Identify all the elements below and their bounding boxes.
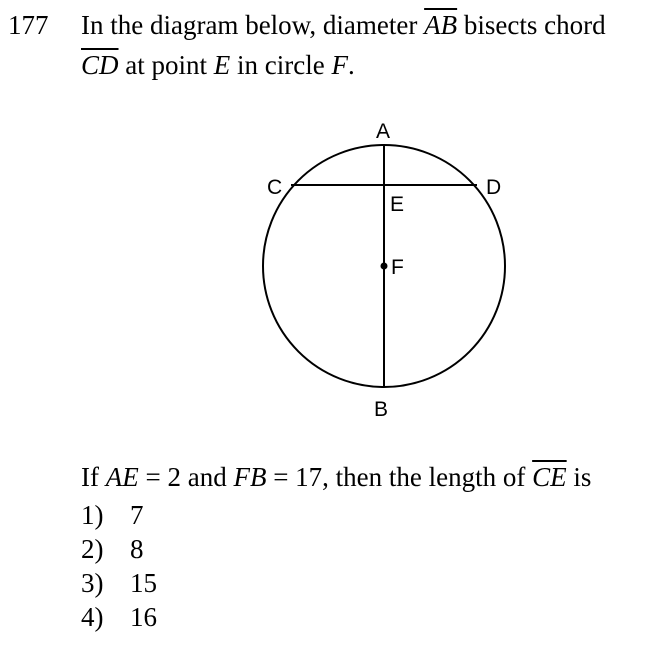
choice-3[interactable] bbox=[81, 566, 157, 600]
stem-text-5: . bbox=[347, 50, 355, 80]
condition-text-3: = 17, then the length of bbox=[266, 462, 533, 492]
choice-value: 16 bbox=[130, 602, 157, 632]
question-stem-line1 bbox=[81, 10, 606, 41]
condition-text-4: is bbox=[566, 462, 592, 492]
choice-value: 15 bbox=[130, 568, 157, 598]
condition-text-1: If bbox=[81, 462, 106, 492]
var-fb: FB bbox=[233, 462, 267, 492]
var-ae: AE bbox=[105, 462, 139, 492]
choice-value: 7 bbox=[130, 500, 144, 530]
circle-diagram bbox=[240, 110, 530, 430]
choice-number: 4) bbox=[81, 602, 104, 632]
stem-text-4: in circle bbox=[230, 50, 332, 80]
label-d: D bbox=[486, 176, 502, 199]
choice-number: 3) bbox=[81, 568, 104, 598]
stem-text-3: at point bbox=[118, 50, 214, 80]
choice-2[interactable] bbox=[81, 532, 157, 566]
segment-ab: $\overline{AB}$ bbox=[424, 10, 458, 40]
label-e: E bbox=[390, 193, 405, 216]
segment-ce: $\overline{CE}$ bbox=[532, 462, 567, 492]
choice-number: 2) bbox=[81, 534, 104, 564]
question-stem-line2 bbox=[81, 50, 355, 81]
label-c: C bbox=[267, 176, 283, 199]
label-a: A bbox=[376, 120, 391, 143]
circle-f-ref: F bbox=[331, 50, 348, 80]
stem-text-1: In the diagram below, diameter bbox=[81, 10, 425, 40]
point-e-ref: E bbox=[213, 50, 231, 80]
segment-cd: $\overline{CD}$ bbox=[81, 50, 119, 80]
label-b: B bbox=[374, 398, 389, 421]
answer-choices bbox=[81, 498, 157, 634]
center-point-f bbox=[381, 263, 388, 270]
choice-number: 1) bbox=[81, 500, 104, 530]
stem-text-2: bisects chord bbox=[457, 10, 606, 40]
label-f: F bbox=[391, 256, 404, 279]
choice-4[interactable] bbox=[81, 600, 157, 634]
question-number: 177 bbox=[8, 10, 49, 40]
choice-1[interactable] bbox=[81, 498, 157, 532]
condition-text-2: = 2 and bbox=[138, 462, 234, 492]
choice-value: 8 bbox=[130, 534, 144, 564]
question-condition bbox=[81, 462, 591, 493]
